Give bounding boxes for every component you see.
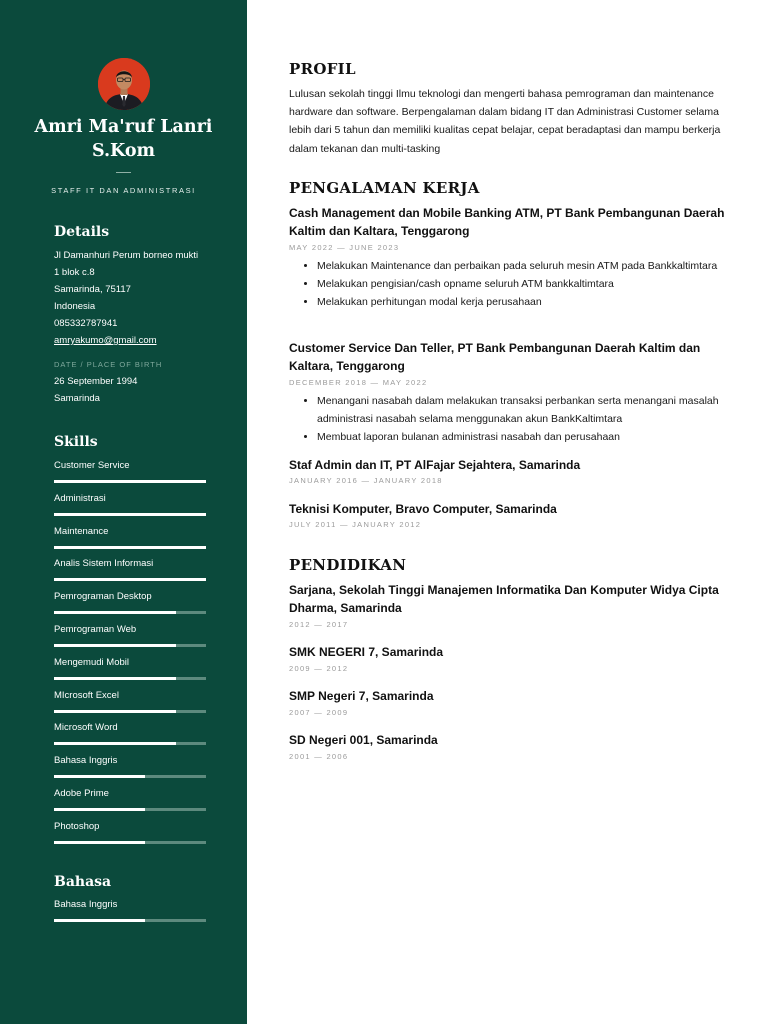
skill-level-bar bbox=[54, 644, 206, 647]
job-title: Staf Admin dan IT, PT AlFajar Sejahtera, Samarinda bbox=[289, 458, 581, 472]
profile-text: Lulusan sekolah tinggi Ilmu teknologi dan mengerti bahasa pemrograman dan maintenance hardware dan software. Berpengalaman dalam bidang IT dan Administrasi Customer selama lebih dari 5 tahun dan memiliki kualitas cepat belajar, cepat beradaptasi dan mampu berkerja dalam tekanan dan multi-tasking bbox=[289, 88, 721, 155]
job-bullets bbox=[301, 392, 737, 447]
skill-level-fill bbox=[54, 775, 145, 778]
skill-level-fill bbox=[54, 841, 145, 844]
phone-number: 085332787941 bbox=[54, 318, 118, 329]
list-item: • Membuat laporan bulanan administrasi nasabah dan perusahaan bbox=[317, 428, 737, 446]
birth-label: DATE / PLACE OF BIRTH bbox=[54, 360, 163, 369]
skill-label: Pemrograman Desktop bbox=[54, 591, 152, 603]
skill-level-fill bbox=[54, 611, 176, 614]
language-heading: Bahasa bbox=[54, 874, 112, 890]
address-line: Indonesia bbox=[54, 301, 96, 312]
skill-level-bar bbox=[54, 677, 206, 680]
skill-level-bar bbox=[54, 611, 206, 614]
language-label: Bahasa Inggris bbox=[54, 899, 118, 910]
candidate-name: Amri Ma'ruf Lanri S.Kom bbox=[34, 117, 213, 161]
skill-label: Bahasa Inggris bbox=[54, 755, 118, 767]
job-bullets bbox=[301, 257, 737, 312]
avatar bbox=[98, 58, 150, 110]
skill-level-bar bbox=[54, 742, 206, 745]
experience-heading: PENGALAMAN KERJA bbox=[289, 179, 480, 197]
email-link[interactable]: amryakumo@gmail.com bbox=[54, 335, 157, 346]
name-divider bbox=[116, 172, 131, 173]
skill-level-fill bbox=[54, 808, 145, 811]
education-dates: 2001 — 2006 bbox=[289, 752, 349, 761]
skill-level-bar bbox=[54, 578, 206, 581]
education-dates: 2009 — 2012 bbox=[289, 664, 349, 673]
profile-heading: PROFIL bbox=[289, 60, 356, 78]
education-heading: PENDIDIKAN bbox=[289, 556, 407, 574]
skill-label: Photoshop bbox=[54, 820, 100, 832]
education-dates: 2012 — 2017 bbox=[289, 620, 349, 629]
address-line: Jl Damanhuri Perum borneo mukti bbox=[54, 250, 199, 261]
job-dates: DECEMBER 2018 — MAY 2022 bbox=[289, 378, 428, 387]
list-item: • Melakukan pengisian/cash opname seluruh ATM bankkaltimtara bbox=[317, 275, 737, 293]
skill-label: MIcrosoft Excel bbox=[54, 689, 119, 701]
skill-level-bar bbox=[54, 513, 206, 516]
skill-label: Analis Sistem Informasi bbox=[54, 558, 154, 570]
skill-label: Customer Service bbox=[54, 460, 130, 471]
skill-level-bar bbox=[54, 546, 206, 549]
skill-label: Pemrograman Web bbox=[54, 624, 137, 635]
address-line: Samarinda, 75117 bbox=[54, 284, 131, 295]
birth-date: 26 September 1994 bbox=[54, 376, 138, 387]
skill-label: Adobe Prime bbox=[54, 788, 109, 799]
education-title: SMK NEGERI 7, Samarinda bbox=[289, 645, 444, 659]
list-item: • Melakukan Maintenance dan perbaikan pada seluruh mesin ATM pada Bankkaltimtara bbox=[317, 257, 737, 275]
skill-level-bar bbox=[54, 775, 206, 778]
skill-label: Maintenance bbox=[54, 525, 109, 537]
language-level-bar bbox=[54, 919, 206, 922]
language-level-fill bbox=[54, 919, 145, 922]
list-item: • Menangani nasabah dalam melakukan transaksi perbankan serta menangani masalah administrasi nasabah selama menggunakan akun BankKaltimtara bbox=[317, 392, 737, 428]
education-title: SD Negeri 001, Samarinda bbox=[289, 733, 438, 747]
skill-level-bar bbox=[54, 710, 206, 713]
profile-photo bbox=[98, 58, 150, 110]
skill-label: Microsoft Word bbox=[54, 722, 118, 734]
job-title: Customer Service Dan Teller, PT Bank Pembangunan Daerah Kaltim dan Kaltara, Tenggarong bbox=[289, 341, 701, 373]
skill-level-fill bbox=[54, 513, 206, 516]
address-line: 1 blok c.8 bbox=[54, 267, 95, 278]
education-title: Sarjana, Sekolah Tinggi Manajemen Informatika Dan Komputer Widya Cipta Dharma, Samarinda bbox=[289, 583, 719, 615]
skill-level-fill bbox=[54, 742, 176, 745]
birth-place: Samarinda bbox=[54, 393, 100, 404]
list-item: • Melakukan perhitungan modal kerja perusahaan bbox=[317, 293, 737, 311]
job-title: STAFF IT DAN ADMINISTRASI bbox=[51, 186, 196, 195]
sidebar bbox=[0, 0, 247, 1024]
skill-level-fill bbox=[54, 480, 206, 483]
skill-level-fill bbox=[54, 677, 176, 680]
job-title: Teknisi Komputer, Bravo Computer, Samarinda bbox=[289, 502, 557, 516]
skill-level-fill bbox=[54, 644, 176, 647]
skill-level-fill bbox=[54, 578, 206, 581]
skill-label: Mengemudi Mobil bbox=[54, 656, 129, 668]
skill-level-bar bbox=[54, 841, 206, 844]
skills-heading: Skills bbox=[54, 434, 98, 450]
education-dates: 2007 — 2009 bbox=[289, 708, 349, 717]
skill-level-bar bbox=[54, 480, 206, 483]
skill-level-fill bbox=[54, 546, 206, 549]
job-dates: MAY 2022 — JUNE 2023 bbox=[289, 243, 400, 252]
education-title: SMP Negeri 7, Samarinda bbox=[289, 689, 434, 703]
skill-level-bar bbox=[54, 808, 206, 811]
job-title: Cash Management dan Mobile Banking ATM, PT Bank Pembangunan Daerah Kaltim dan Kaltara, Tenggarong bbox=[289, 206, 725, 238]
job-dates: JANUARY 2016 — JANUARY 2018 bbox=[289, 476, 443, 485]
job-dates: JULY 2011 — JANUARY 2012 bbox=[289, 520, 422, 529]
skill-label: Administrasi bbox=[54, 492, 106, 504]
details-heading: Details bbox=[54, 224, 110, 240]
skill-level-fill bbox=[54, 710, 176, 713]
